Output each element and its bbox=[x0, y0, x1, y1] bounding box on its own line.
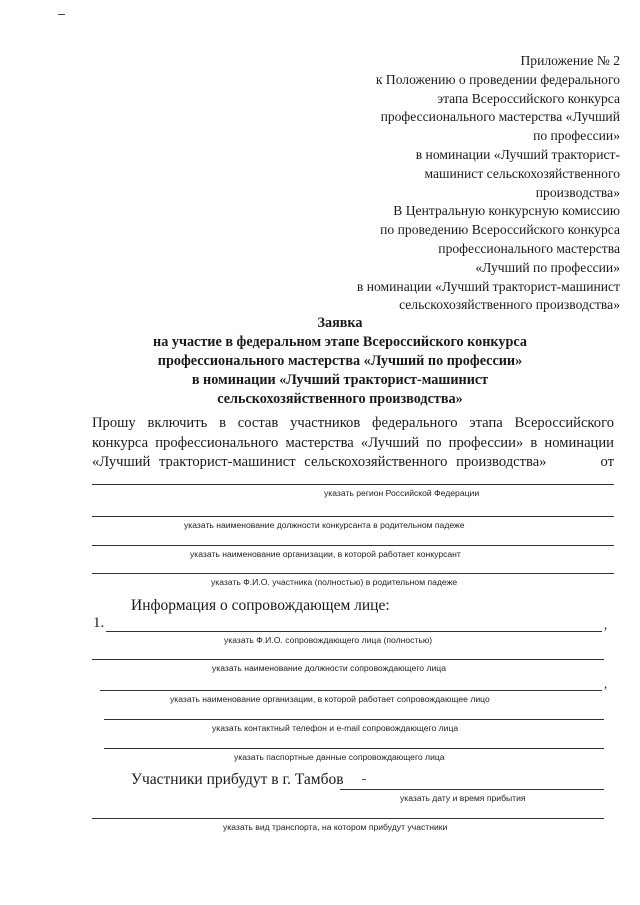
request-line: «Лучший тракторист-машинист сельскохозяйственного производства» bbox=[92, 454, 547, 471]
comma-mark: , bbox=[604, 617, 608, 632]
request-line: конкурса профессионального мастерства «Лучший по профессии» в номинации bbox=[92, 434, 614, 451]
header-line: в номинации «Лучший тракторист- bbox=[415, 146, 620, 162]
escort-position-caption: указать наименование должности сопровождающего лица bbox=[212, 663, 446, 673]
region-field[interactable] bbox=[92, 484, 614, 485]
header-line: этапа Всероссийского конкурса bbox=[437, 90, 620, 106]
escort-passport-caption: указать паспортные данные сопровождающего лица bbox=[234, 752, 445, 762]
document-title bbox=[60, 314, 620, 409]
escort-contacts-caption: указать контактный телефон и e-mail сопровождающего лица bbox=[212, 723, 459, 733]
position-caption: указать наименование должности конкурсанта в родительном падеже bbox=[184, 520, 465, 530]
addressee-line: профессионального мастерства bbox=[438, 240, 620, 256]
header-line: машинист сельскохозяйственного bbox=[424, 165, 620, 181]
scan-mark bbox=[362, 779, 366, 780]
title-line: сельскохозяйственного производства» bbox=[217, 391, 463, 407]
header-line: к Положению о проведении федерального bbox=[375, 71, 620, 87]
annex-number: Приложение № 2 bbox=[520, 53, 620, 68]
request-line-last bbox=[92, 453, 614, 473]
header-annex-block bbox=[310, 52, 620, 315]
arrival-datetime-field[interactable] bbox=[340, 789, 604, 790]
escort-name-caption: указать Ф.И.О. сопровождающего лица (полностью) bbox=[224, 635, 433, 645]
request-paragraph bbox=[92, 414, 614, 473]
title-line: в номинации «Лучший тракторист-машинист bbox=[191, 372, 489, 388]
transport-caption: указать вид транспорта, на котором прибудут участники bbox=[223, 822, 448, 832]
request-line: Прошу включить в состав участников федерального этапа Всероссийского bbox=[92, 415, 614, 431]
comma-mark: , bbox=[604, 676, 608, 691]
escort-name-field[interactable] bbox=[106, 631, 602, 632]
escort-organization-field[interactable] bbox=[100, 690, 602, 691]
escort-contacts-field[interactable] bbox=[104, 719, 604, 720]
arrival-label: Участники прибудут в г. Тамбов bbox=[131, 771, 344, 788]
request-from-word: от bbox=[600, 454, 614, 471]
arrival-datetime-caption: указать дату и время прибытия bbox=[400, 793, 526, 803]
escort-organization-caption: указать наименование организации, в которой работает сопровождающее лицо bbox=[170, 694, 490, 704]
organization-caption: указать наименование организации, в которой работает конкурсант bbox=[190, 549, 461, 559]
addressee-line: В Центральную конкурсную комиссию bbox=[393, 203, 620, 219]
header-line: по профессии» bbox=[533, 128, 620, 144]
addressee-line: «Лучший по профессии» bbox=[475, 259, 620, 275]
title-line: профессионального мастерства «Лучший по профессии» bbox=[157, 353, 523, 369]
scan-mark bbox=[58, 14, 65, 15]
addressee-line: сельскохозяйственного производства» bbox=[399, 297, 620, 313]
header-line: профессионального мастерства «Лучший bbox=[380, 109, 620, 125]
region-caption: указать регион Российской Федерации bbox=[324, 488, 480, 498]
escort-passport-field[interactable] bbox=[104, 748, 604, 749]
header-line: производства» bbox=[535, 184, 620, 200]
escort-heading: Информация о сопровождающем лице: bbox=[131, 597, 390, 614]
organization-field[interactable] bbox=[92, 545, 614, 546]
participant-name-caption: указать Ф.И.О. участника (полностью) в родительном падеже bbox=[211, 577, 458, 587]
addressee-line: по проведению Всероссийского конкурса bbox=[380, 222, 620, 238]
participant-name-field[interactable] bbox=[92, 573, 614, 574]
escort-position-field[interactable] bbox=[92, 659, 604, 660]
position-field[interactable] bbox=[92, 516, 614, 517]
transport-field[interactable] bbox=[92, 818, 604, 819]
title-line: на участие в федеральном этапе Всероссийского конкурса bbox=[153, 334, 527, 350]
addressee-line: в номинации «Лучший тракторист-машинист bbox=[356, 278, 620, 294]
escort-item-number: 1. bbox=[93, 615, 105, 631]
title-word: Заявка bbox=[317, 315, 363, 331]
